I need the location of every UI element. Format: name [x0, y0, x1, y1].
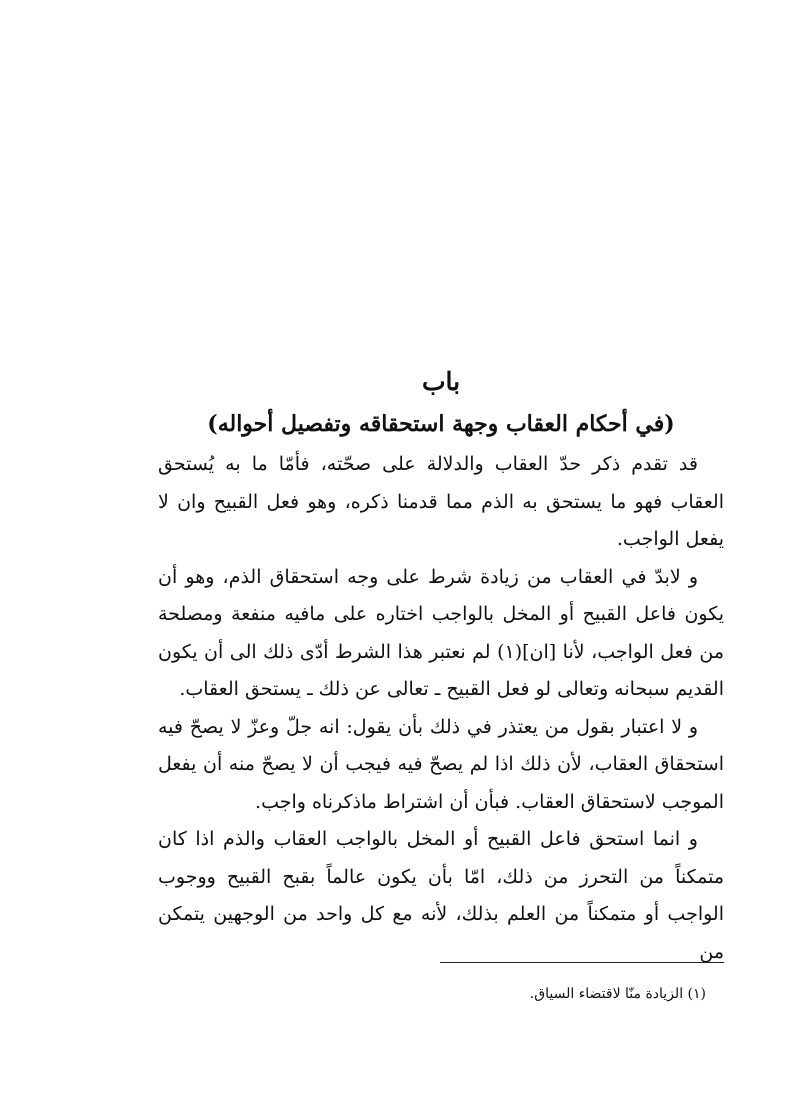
page-body: [158, 360, 724, 971]
footnote-divider: [440, 962, 724, 963]
chapter-title: باب: [421, 367, 461, 396]
paragraph: قد تقدم ذكر حدّ العقاب والدلالة على صحّته، فأمّا ما به يُستحق العقاب فهو ما يستحق به الذم مما قدمنا ذكره، وهو فعل القبيح وان لا يفعل الواجب.: [158, 453, 724, 550]
footnote: (١) الزيادة منّا لاقتضاء السياق.: [529, 986, 706, 1002]
paragraph: و انما استحق فاعل القبيح أو المخل بالواجب العقاب والذم اذا كان متمكناً من التحرز من ذلك، امّا بأن يكون عالماً بقبح القبيح ووجوب الواجب أو متمكناً من العلم بذلك، لأنه مع كل واحد من الوجهين يتمكن من: [158, 828, 724, 963]
paragraph: و لا اعتبار بقول من يعتذر في ذلك بأن يقول: انه جلّ وعزّ لا يصحّ فيه استحقاق العقاب، لأن ذلك اذا لم يصحّ فيه فيجب أن لا يصحّ منه أن يفعل الموجب لاستحقاق العقاب. فبأن أن اشتراط ماذكرناه واجب.: [158, 715, 724, 813]
chapter-subtitle: (في أحكام العقاب وجهة استحقاقه وتفصيل أحواله): [207, 411, 675, 437]
paragraph: و لابدّ في العقاب من زيادة شرط على وجه استحقاق الذم، وهو أن يكون فاعل القبيح أو المخل بالواجب اختاره على مافيه منفعة ومصلحة من فعل الواجب، لأنا [ان](١) لم نعتبر هذا الشرط أدّى ذلك الى أن يكون القديم سبحانه وتعالى لو فعل القبيح ـ تعالى عن ذلك ـ يستحق العقاب.: [158, 565, 725, 700]
